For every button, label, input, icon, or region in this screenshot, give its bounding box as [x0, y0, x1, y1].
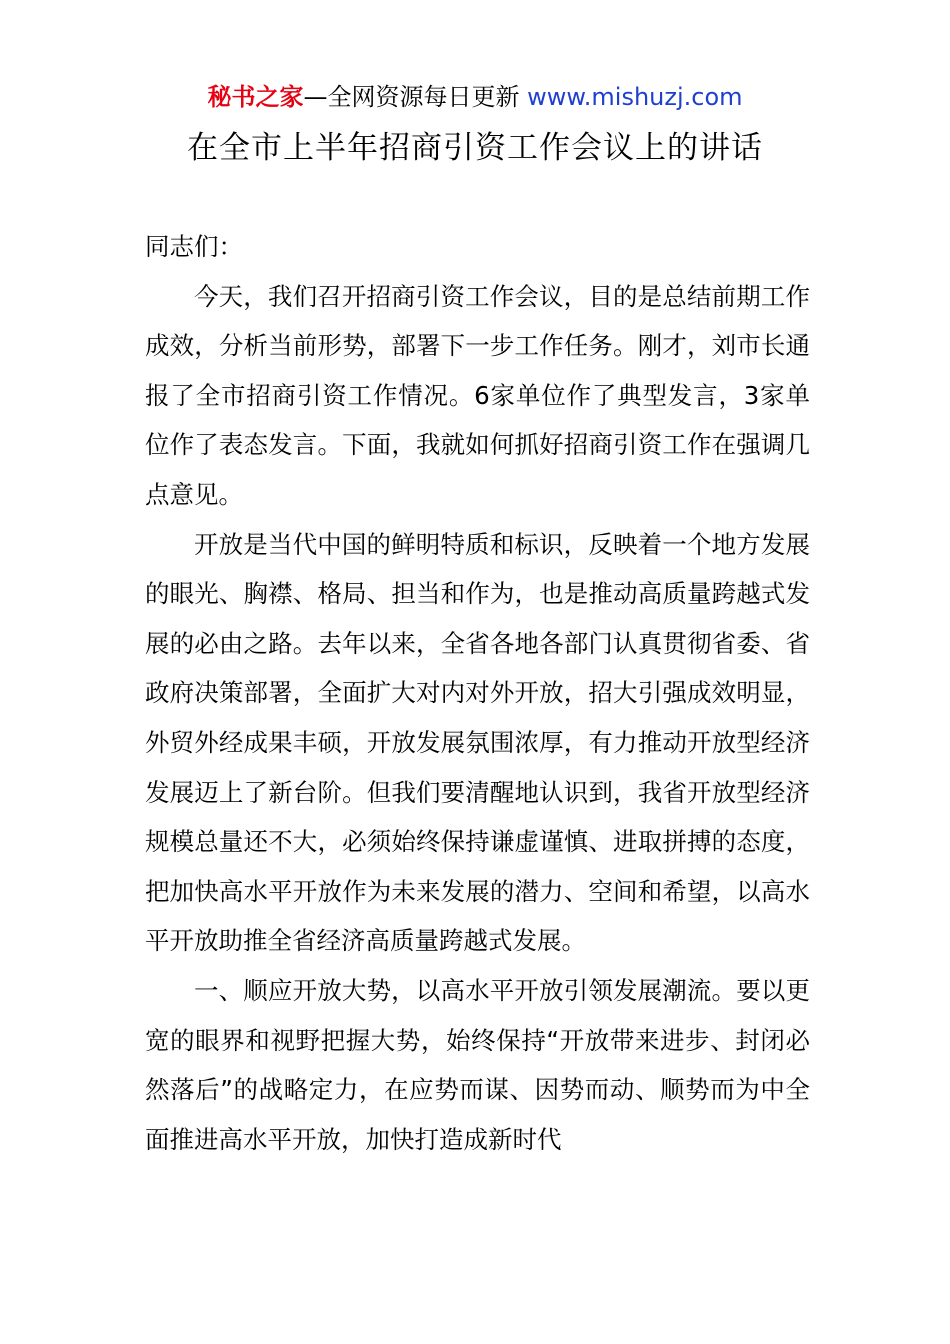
site-url-link[interactable]: www.mishuzj.com [527, 83, 743, 111]
paragraph-intro: 今天，我们召开招商引资工作会议，目的是总结前期工作成效，分析当前形势，部署下一步工作任务。刚才，刘市长通报了全市招商引资工作情况。6家单位作了典型发言，3家单位作了表态发言。下面，我就如何抓好招商引资工作在强调几点意见。 [145, 281, 810, 509]
document-title: 在全市上半年招商引资工作会议上的讲话 [187, 130, 763, 166]
paragraph-opening-context: 开放是当代中国的鲜明特质和标识，反映着一个地方发展的眼光、胸襟、格局、担当和作为，也是推动高质量跨越式发展的必由之路。去年以来，全省各地各部门认真贯彻省委、省政府决策部署，全面扩大对内对外开放，招大引强成效明显，外贸外经成果丰硕，开放发展氛围浓厚，有力推动开放型经济发展迈上了新台阶。但我们要清醒地认识到，我省开放型经济规模总量还不大，必须始终保持谦虚谨慎、进取拼搏的态度，把加快高水平开放作为未来发展的潜力、空间和希望，以高水平开放助推全省经济高质量跨越式发展。 [145, 529, 810, 956]
salutation: 同志们： [145, 232, 243, 261]
paragraph-section-1 [145, 966, 810, 1164]
site-brand: 秘书之家 [207, 83, 304, 111]
section-1-text: 要以更宽的眼界和视野把握大势，始终保持“开放带来进步、封闭必然落后”的战略定力，在应势而谋、因势而动、顺势而为中全面推进高水平开放，加快打造成新时代 [145, 975, 811, 1154]
site-header [0, 80, 950, 114]
section-1-heading: 一、顺应开放大势，以高水平开放引领发展潮流。 [194, 975, 737, 1005]
site-slogan: —全网资源每日更新 [303, 83, 528, 111]
document-body [145, 222, 810, 1164]
